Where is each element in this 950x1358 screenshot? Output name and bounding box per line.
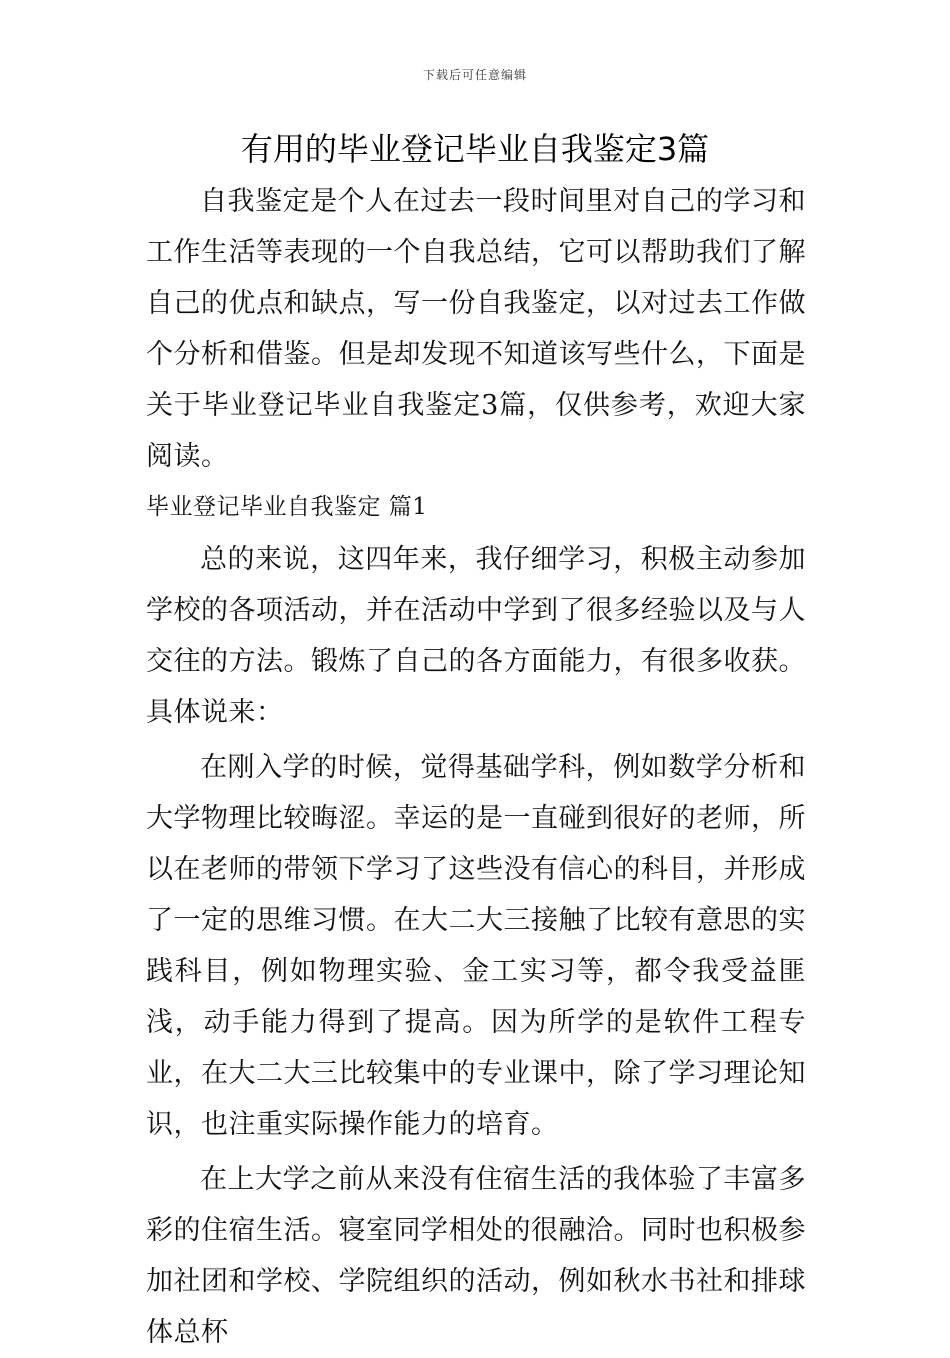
body-paragraph: 在上大学之前从来没有住宿生活的我体验了丰富多彩的住宿生活。寝室同学相处的很融洽。同时也积极参加社团和学校、学院组织的活动，例如秋水书社和排球体总杯 — [146, 1164, 806, 1348]
header-note: 下载后可任意编辑 — [422, 68, 527, 82]
section-heading: 毕业登记毕业自我鉴定 篇1 — [146, 494, 428, 520]
document-title: 有用的毕业登记毕业自我鉴定3篇 — [240, 130, 710, 168]
body-paragraph: 在刚入学的时候，觉得基础学科，例如数学分析和大学物理比较晦涩。幸运的是一直碰到很好的老师，所以在老师的带领下学习了这些没有信心的科目，并形成了一定的思维习惯。在大二大三接触了比较有意思的实践科目，例如物理实验、金工实习等，都令我受益匪浅，动手能力得到了提高。因为所学的是软件工程专业，在大二大三比较集中的专业课中，除了学习理论知识，也注重实际操作能力的培育。 — [146, 752, 806, 1140]
intro-paragraph: 自我鉴定是个人在过去一段时间里对自己的学习和工作生活等表现的一个自我总结，它可以帮助我们了解自己的优点和缺点，写一份自我鉴定，以对过去工作做个分析和借鉴。但是却发现不知道该写些什么，下面是关于毕业登记毕业自我鉴定3篇，仅供参考，欢迎大家阅读。 — [146, 186, 806, 472]
document-body — [146, 176, 806, 1358]
body-paragraph: 总的来说，这四年来，我仔细学习，积极主动参加学校的各项活动，并在活动中学到了很多经验以及与人交往的方法。锻炼了自己的各方面能力，有很多收获。具体说来： — [146, 544, 806, 728]
